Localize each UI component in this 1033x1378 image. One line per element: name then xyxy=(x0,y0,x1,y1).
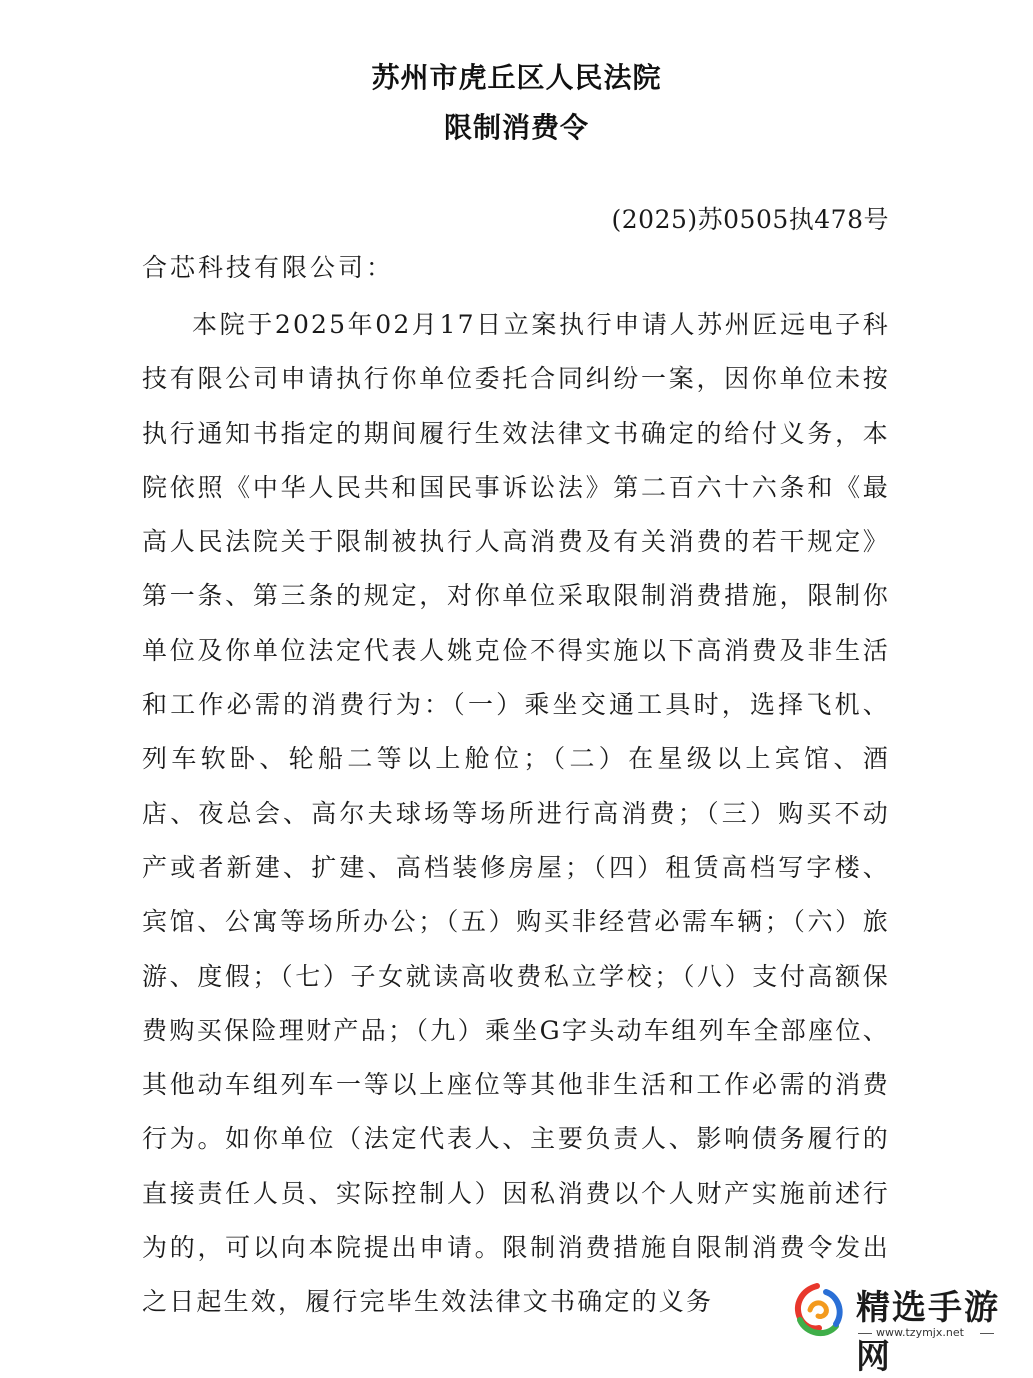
watermark-url: www.tzymjx.net xyxy=(876,1326,964,1339)
watermark-title: 精选手游网 xyxy=(856,1288,1000,1377)
watermark xyxy=(780,1276,1030,1377)
order-title: 限制消费令 xyxy=(443,111,589,144)
court-name: 苏州市虎丘区人民法院 xyxy=(371,61,662,94)
watermark-line-right xyxy=(980,1333,994,1334)
order-body: 本院于2025年02月17日立案执行申请人苏州匠远电子科技有限公司申请执行你单位委托合同纠纷一案，因你单位未按执行通知书指定的期间履行生效法律文书确定的给付义务，本院依照《中华人民共和国民事诉讼法》第二百六十六条和《最高人民法院关于限制被执行人高消费及有关消费的若干规定》第一条、第三条的规定，对你单位采取限制消费措施，限制你单位及你单位法定代表人姚克俭不得实施以下高消费及非生活和工作必需的消费行为：（一）乘坐交通工具时，选择飞机、列车软卧、轮船二等以上舱位；（二）在星级以上宾馆、酒店、夜总会、高尔夫球场等场所进行高消费；（三）购买不动产或者新建、扩建、高档装修房屋；（四）租赁高档写字楼、宾馆、公寓等场所办公；（五）购买非经营必需车辆；（六）旅游、度假；（七）子女就读高收费私立学校；（八）支付高额保费购买保险理财产品；（九）乘坐G字头动车组列车全部座位、其他动车组列车一等以上座位等其他非生活和工作必需的消费行为。如你单位（法定代表人、主要负责人、影响债务履行的直接责任人员、实际控制人）因私消费以个人财产实施前述行为的，可以向本院提出申请。限制消费措施自限制消费令发出之日起生效，履行完毕生效法律文书确定的义务 xyxy=(142,310,890,1317)
watermark-line-left xyxy=(858,1333,872,1334)
case-number: (2025)苏0505执478号 xyxy=(611,205,889,234)
swirl-logo-icon xyxy=(786,1280,848,1342)
addressee: 合芯科技有限公司： xyxy=(142,253,395,282)
